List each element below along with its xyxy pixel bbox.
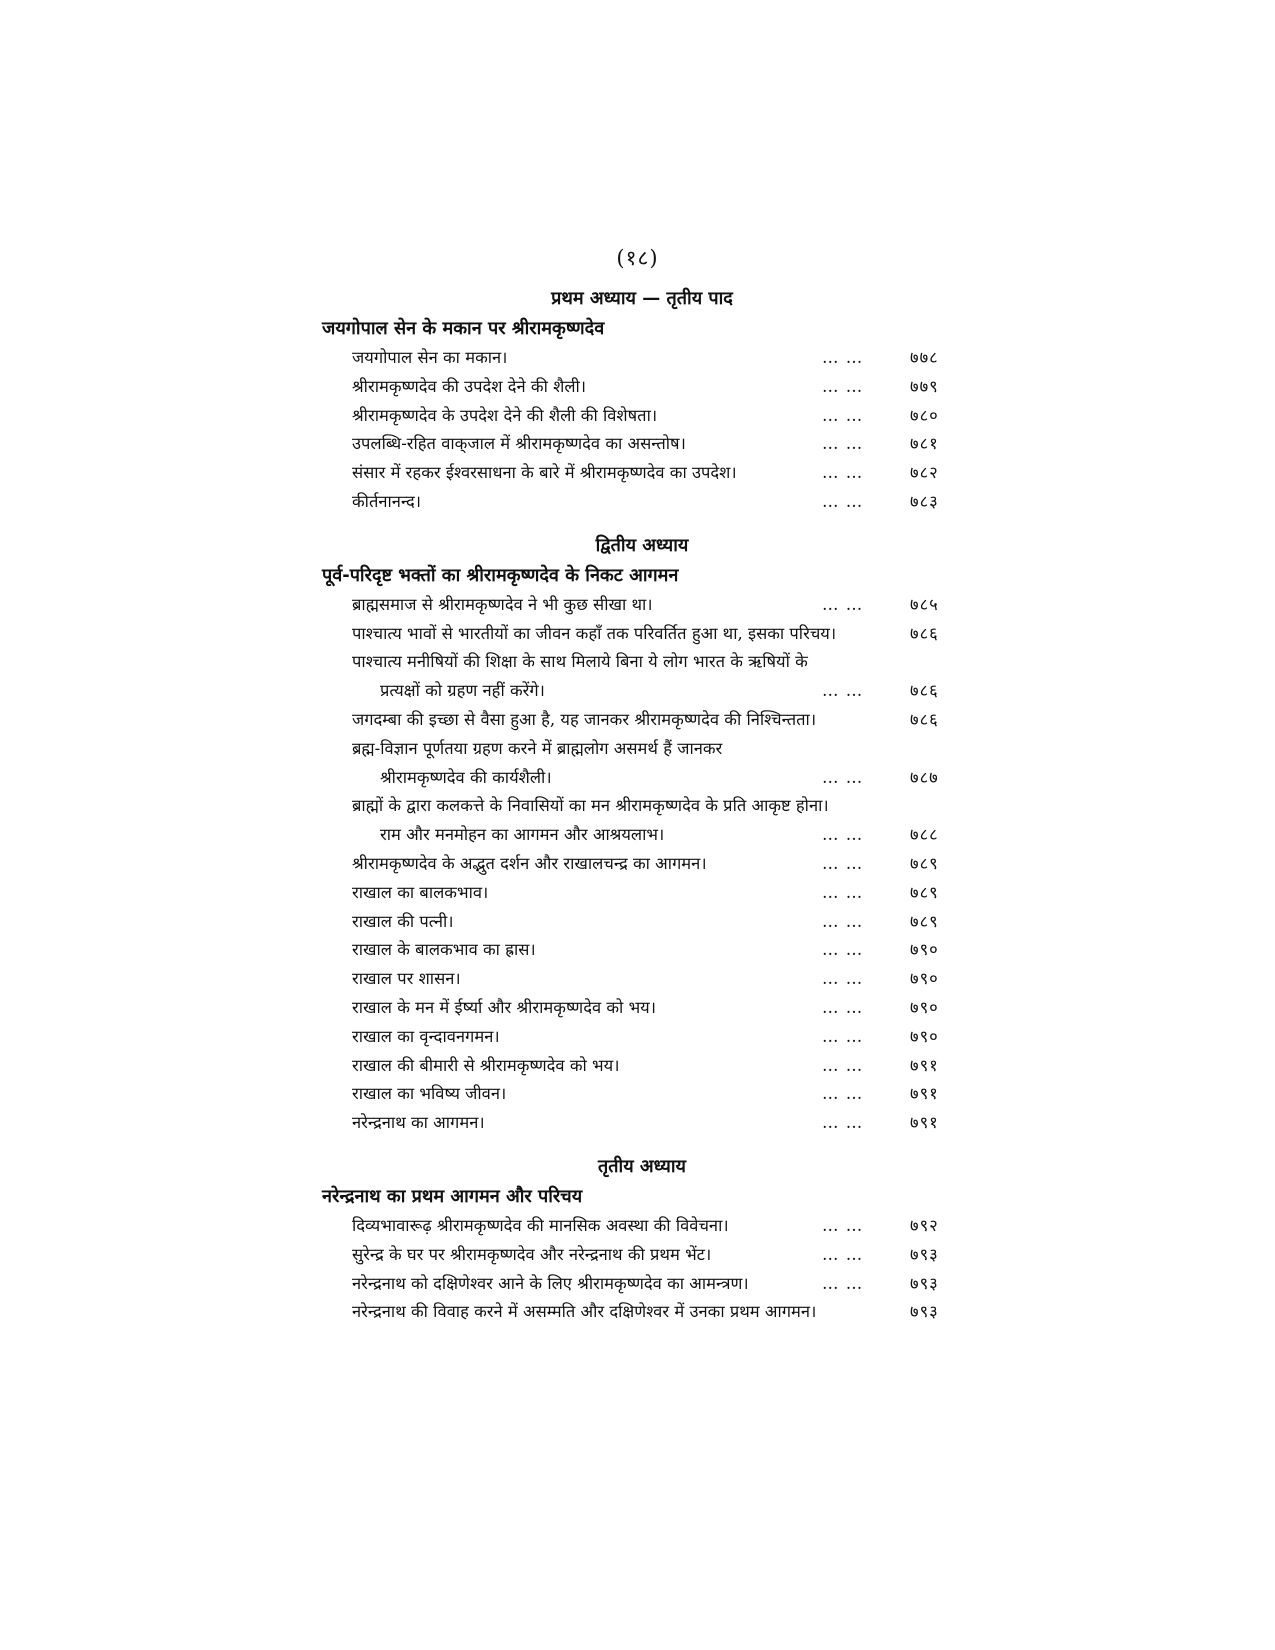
entry-page: ७९१ bbox=[910, 1113, 939, 1133]
entry-leader: … … bbox=[822, 882, 864, 902]
toc-entry bbox=[322, 344, 962, 373]
entry-page: ७८९ bbox=[910, 911, 939, 931]
toc-entry bbox=[322, 488, 962, 517]
entry-text: ब्राह्मों के द्वारा कलकत्ते के निवासियों का मन श्रीरामकृष्णदेव के प्रति आकृष्ट होना। bbox=[352, 796, 829, 816]
chapter-title: प्रथम अध्याय — तृतीय पाद bbox=[551, 288, 733, 309]
toc-entry bbox=[322, 821, 962, 850]
toc-entry bbox=[322, 1212, 962, 1241]
toc-entry bbox=[322, 994, 962, 1023]
entry-page: ७८९ bbox=[910, 853, 939, 873]
entry-text: श्रीरामकृष्णदेव के उपदेश देने की शैली की विशेषता। bbox=[352, 405, 658, 425]
entry-text: पाश्चात्य मनीषियों की शिक्षा के साथ मिलाये बिना ये लोग भारत के ऋषियों के bbox=[352, 652, 808, 672]
entry-page: ७७८ bbox=[910, 348, 939, 367]
entry-leader: … … bbox=[822, 1055, 864, 1075]
toc-entry bbox=[322, 908, 962, 937]
entry-page: ७८१ bbox=[910, 434, 939, 454]
entry-text: राखाल की बीमारी से श्रीरामकृष्णदेव को भय। bbox=[352, 1055, 620, 1075]
entry-leader: … … bbox=[822, 1215, 864, 1235]
toc-entry bbox=[322, 402, 962, 431]
entry-text: प्रत्यक्षों को ग्रहण नहीं करेंगे। bbox=[380, 681, 545, 701]
toc-entry bbox=[322, 1023, 962, 1052]
entry-text: उपलब्धि-रहित वाक्‌जाल में श्रीरामकृष्णदेव का असन्तोष। bbox=[352, 434, 686, 454]
toc-entry bbox=[322, 1241, 962, 1270]
entry-page: ७९० bbox=[910, 997, 939, 1017]
entry-page: ७९० bbox=[910, 969, 939, 989]
entry-page: ७९२ bbox=[910, 1215, 939, 1235]
entry-page: ७८० bbox=[910, 405, 939, 425]
entry-text: राखाल की पत्नी। bbox=[352, 911, 454, 931]
table-of-contents bbox=[322, 284, 962, 1327]
entry-text: श्रीरामकृष्णदेव की कार्यशैली। bbox=[380, 767, 552, 787]
toc-entry bbox=[322, 648, 962, 677]
section-heading: जयगोपाल सेन के मकान पर श्रीरामकृष्णदेव bbox=[322, 318, 605, 339]
entry-page: ७९१ bbox=[910, 1084, 939, 1104]
entry-leader: … … bbox=[822, 853, 864, 873]
entry-leader: … … bbox=[822, 997, 864, 1017]
toc-entry bbox=[322, 430, 962, 459]
toc-entry bbox=[322, 879, 962, 908]
entry-text: राखाल के बालकभाव का ह्रास। bbox=[352, 940, 536, 960]
entry-text: राखाल का भविष्य जीवन। bbox=[352, 1084, 507, 1104]
entry-page: ७७९ bbox=[910, 376, 939, 396]
entry-leader: … … bbox=[822, 1244, 864, 1264]
toc-entry bbox=[322, 735, 962, 764]
entry-text: सुरेन्द्र के घर पर श्रीरामकृष्णदेव और नरेन्द्रनाथ की प्रथम भेंट। bbox=[352, 1244, 712, 1264]
entry-text: संसार में रहकर ईश्वरसाधना के बारे में श्रीरामकृष्णदेव का उपदेश। bbox=[352, 463, 737, 483]
entry-page: ७८८ bbox=[910, 825, 939, 845]
chapter-title: द्वितीय अध्याय bbox=[595, 534, 689, 556]
entry-leader: … … bbox=[822, 940, 864, 960]
entry-leader: … … bbox=[822, 969, 864, 989]
entry-text: राखाल के मन में ईर्ष्या और श्रीरामकृष्णदेव को भय। bbox=[352, 997, 656, 1017]
entry-text: नरेन्द्रनाथ का आगमन। bbox=[352, 1113, 485, 1133]
entry-leader: … … bbox=[822, 491, 864, 511]
entry-leader: … … bbox=[822, 767, 864, 787]
entry-page: ७८६ bbox=[910, 681, 939, 701]
toc-entry bbox=[322, 850, 962, 879]
toc-entry bbox=[322, 792, 962, 821]
entry-page: ७८६ bbox=[910, 709, 939, 729]
entry-leader: … … bbox=[822, 348, 864, 367]
entry-page: ७९० bbox=[910, 1026, 939, 1046]
toc-entry bbox=[322, 620, 962, 649]
entry-leader: … … bbox=[822, 463, 864, 483]
entry-page: ७८७ bbox=[910, 767, 939, 787]
entry-text: नरेन्द्रनाथ को दक्षिणेश्वर आने के लिए श्रीरामकृष्णदेव का आमन्त्रण। bbox=[352, 1273, 749, 1293]
toc-entry bbox=[322, 1270, 962, 1299]
toc-entry bbox=[322, 591, 962, 620]
entry-page: ७८६ bbox=[910, 623, 939, 643]
entry-text: राखाल का बालकभाव। bbox=[352, 882, 489, 902]
entry-leader: … … bbox=[822, 1026, 864, 1046]
entry-leader: … … bbox=[822, 911, 864, 931]
toc-entry bbox=[322, 1080, 962, 1109]
entry-page: ७९३ bbox=[910, 1244, 939, 1264]
section-heading: पूर्व-परिदृष्ट भक्तों का श्रीरामकृष्णदेव के निकट आगमन bbox=[322, 564, 679, 586]
entry-leader: … … bbox=[822, 681, 864, 701]
entry-text: पाश्चात्य भावों से भारतीयों का जीवन कहाँ तक परिवर्तित हुआ था, इसका परिचय। bbox=[352, 623, 837, 643]
toc-entry bbox=[322, 706, 962, 735]
entry-leader: … … bbox=[822, 594, 864, 614]
toc-entry bbox=[322, 1052, 962, 1081]
entry-page: ७८५ bbox=[910, 594, 939, 614]
entry-leader: … … bbox=[822, 434, 864, 454]
spacer bbox=[322, 517, 962, 525]
toc-entry bbox=[322, 459, 962, 488]
entry-text: श्रीरामकृष्णदेव के अद्भुत दर्शन और राखालचन्द्र का आगमन। bbox=[352, 853, 707, 873]
entry-page: ७८२ bbox=[910, 463, 939, 483]
entry-page: ७८३ bbox=[910, 491, 939, 511]
entry-page: ७९० bbox=[910, 940, 939, 960]
entry-text: राखाल का वृन्दावनगमन। bbox=[352, 1026, 500, 1046]
entry-leader: … … bbox=[822, 405, 864, 425]
entry-leader: … … bbox=[822, 1273, 864, 1293]
chapter-title: तृतीय अध्याय bbox=[598, 1155, 686, 1177]
entry-text: नरेन्द्रनाथ की विवाह करने में असम्मति और दक्षिणेश्वर में उनका प्रथम आगमन। bbox=[352, 1302, 817, 1322]
entry-text: श्रीरामकृष्णदेव की उपदेश देने की शैली। bbox=[352, 376, 587, 396]
page-number: (१८) bbox=[616, 246, 659, 270]
entry-page: ७९१ bbox=[910, 1055, 939, 1075]
entry-text: दिव्यभावारूढ़ श्रीरामकृष्णदेव की मानसिक अवस्था की विवेचना। bbox=[352, 1215, 729, 1235]
toc-entry bbox=[322, 677, 962, 706]
entry-text: राखाल पर शासन। bbox=[352, 969, 461, 989]
entry-text: जयगोपाल सेन का मकान। bbox=[352, 348, 508, 367]
toc-entry bbox=[322, 373, 962, 402]
toc-entry bbox=[322, 764, 962, 793]
toc-entry bbox=[322, 936, 962, 965]
entry-text: ब्रह्म-विज्ञान पूर्णतया ग्रहण करने में ब्राह्मलोग असमर्थ हैं जानकर bbox=[352, 738, 723, 758]
toc-entry bbox=[322, 1298, 962, 1327]
entry-leader: … … bbox=[822, 825, 864, 845]
section-heading: नरेन्द्रनाथ का प्रथम आगमन और परिचय bbox=[322, 1185, 583, 1207]
toc-entry bbox=[322, 965, 962, 994]
toc-entry bbox=[322, 1109, 962, 1138]
entry-text: राम और मनमोहन का आगमन और आश्रयलाभ। bbox=[380, 825, 665, 845]
entry-page: ७९३ bbox=[910, 1302, 939, 1322]
entry-leader: … … bbox=[822, 1113, 864, 1133]
entry-text: ब्राह्मसमाज से श्रीरामकृष्णदेव ने भी कुछ सीखा था। bbox=[352, 594, 653, 614]
entry-leader: … … bbox=[822, 1084, 864, 1104]
entry-leader: … … bbox=[822, 376, 864, 396]
spacer bbox=[322, 1138, 962, 1146]
entry-page: ७९३ bbox=[910, 1273, 939, 1293]
entry-text: कीर्तनानन्द। bbox=[352, 491, 422, 511]
entry-text: जगदम्बा की इच्छा से वैसा हुआ है, यह जानकर श्रीरामकृष्णदेव की निश्चिन्तता। bbox=[352, 709, 817, 729]
entry-page: ७८९ bbox=[910, 882, 939, 902]
